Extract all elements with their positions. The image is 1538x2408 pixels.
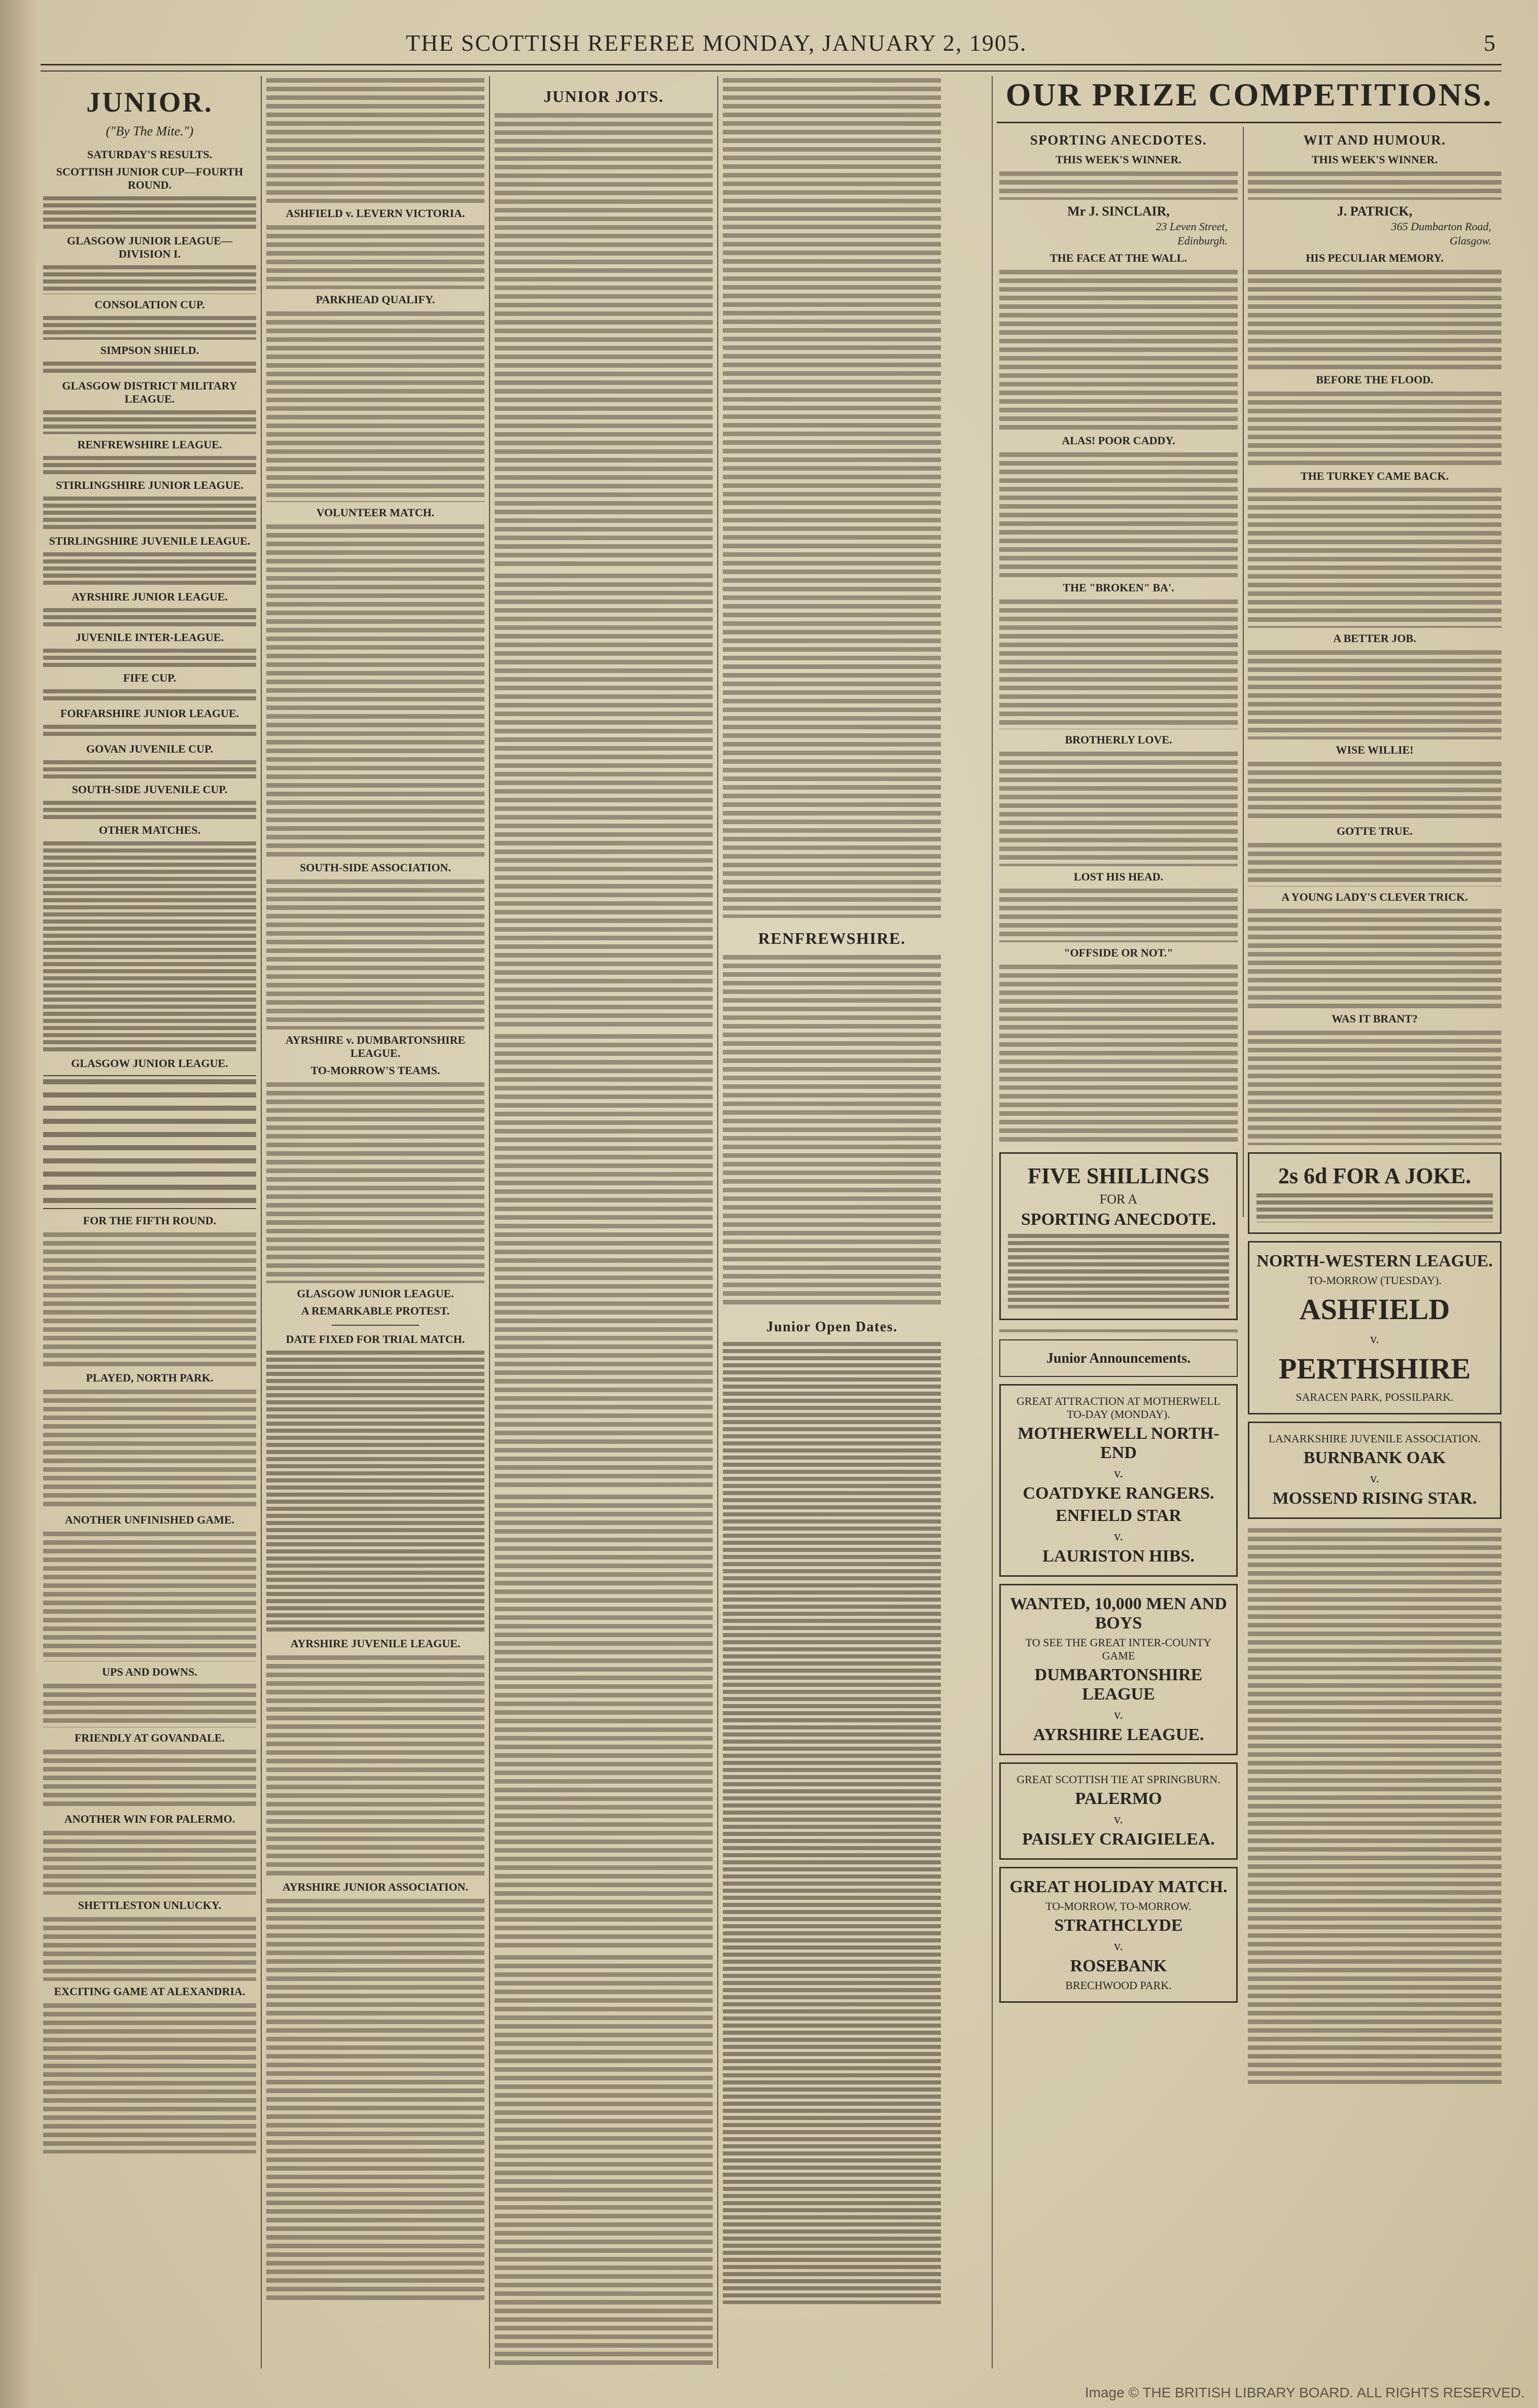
section-heading: SOUTH-SIDE ASSOCIATION.	[300, 861, 451, 874]
wit-winner-name: J. PATRICK,	[1337, 204, 1413, 219]
column-wit-and-humour	[1248, 129, 1501, 2361]
joke-title: BEFORE THE FLOOD.	[1316, 373, 1434, 386]
joke-title: WAS IT BRANT?	[1332, 1012, 1418, 1025]
sporting-winner-heading: THIS WEEK'S WINNER.	[1056, 153, 1181, 166]
story-title: BROTHERLY LOVE.	[1065, 733, 1172, 746]
section-heading: VOLUNTEER MATCH.	[316, 506, 435, 519]
section-heading: ANOTHER WIN FOR PALERMO.	[64, 1813, 235, 1825]
section-heading: CONSOLATION CUP.	[94, 298, 205, 311]
column-rule	[992, 76, 993, 2368]
joke-title: GOTTE TRUE.	[1337, 825, 1413, 837]
section-heading: SHETTLESTON UNLUCKY.	[78, 1899, 222, 1911]
page-number: 5	[1484, 30, 1496, 56]
motherwell-ad: GREAT ATTRACTION AT MOTHERWELL TO-DAY (MONDAY). MOTHERWELL NORTH-END v. COATDYKE RANGERS. ENFIELD STAR v. LAURISTON HIBS.	[999, 1384, 1238, 1577]
holiday-match-ad: GREAT HOLIDAY MATCH. TO-MORROW, TO-MORROW. STRATHCLYDE v. ROSEBANK BRECHWOOD PARK.	[999, 1867, 1238, 2003]
announcements-heading: Junior Announcements.	[1046, 1351, 1191, 1366]
story-title: LOST HIS HEAD.	[1073, 870, 1164, 883]
section-heading: OTHER MATCHES.	[98, 824, 201, 836]
sporting-heading: SPORTING ANECDOTES.	[1030, 132, 1207, 148]
section-heading: ANOTHER UNFINISHED GAME.	[64, 1513, 235, 1526]
section-heading: FOR THE FIFTH ROUND.	[83, 1214, 217, 1227]
section-heading: DATE FIXED FOR TRIAL MATCH.	[286, 1333, 465, 1345]
wit-heading: WIT AND HUMOUR.	[1303, 132, 1446, 148]
masthead	[41, 29, 1501, 60]
story-title: THE FACE AT THE WALL.	[1050, 252, 1187, 264]
section-heading: SIMPSON SHIELD.	[100, 344, 199, 357]
north-western-league-ad: NORTH-WESTERN LEAGUE. TO-MORROW (TUESDAY). ASHFIELD v. PERTHSHIRE SARACEN PARK, POSSILPARK.	[1248, 1241, 1501, 1414]
masthead-title: THE SCOTTISH REFEREE MONDAY, JANUARY 2, 1905.	[406, 30, 1027, 56]
binding-shadow	[0, 0, 36, 2408]
story-title: THE "BROKEN" BA'.	[1063, 581, 1174, 594]
column-sporting-anecdotes	[999, 129, 1238, 2361]
copyright-watermark: Image © THE BRITISH LIBRARY BOARD. ALL RIGHTS RESERVED.	[1085, 2385, 1525, 2400]
section-heading: EXCITING GAME AT ALEXANDRIA.	[54, 1985, 246, 1998]
section-heading: PARKHEAD QUALIFY.	[316, 293, 435, 306]
section-heading: PLAYED, NORTH PARK.	[86, 1371, 214, 1384]
open-dates-heading: Junior Open Dates.	[766, 1319, 898, 1335]
joke-prize-title: 2s 6d FOR A JOKE.	[1278, 1163, 1472, 1188]
column-rule	[717, 76, 718, 2368]
section-heading: AYRSHIRE v. DUMBARTONSHIRE LEAGUE.	[285, 1034, 466, 1059]
section-heading: GLASGOW DISTRICT MILITARY LEAGUE.	[62, 379, 237, 405]
column-rule	[261, 76, 262, 2368]
joke-title: WISE WILLIE!	[1336, 743, 1414, 756]
section-heading: ASHFIELD v. LEVERN VICTORIA.	[286, 207, 465, 220]
section-heading: STIRLINGSHIRE JUNIOR LEAGUE.	[56, 479, 243, 491]
dumbartonshire-ad: WANTED, 10,000 MEN AND BOYS TO SEE THE GREAT INTER-COUNTY GAME DUMBARTONSHIRE LEAGUE v. AYRSHIRE LEAGUE.	[999, 1584, 1238, 1755]
section-heading: FRIENDLY AT GOVANDALE.	[74, 1731, 225, 1744]
section-heading: GLASGOW JUNIOR LEAGUE—DIVISION I.	[67, 234, 232, 260]
sporting-winner-name: Mr J. SINCLAIR,	[1067, 204, 1170, 219]
section-heading: JUVENILE INTER-LEAGUE.	[75, 631, 224, 644]
section-heading: AYRSHIRE JUNIOR LEAGUE.	[72, 590, 228, 603]
sporting-winner-address: 23 Leven Street,	[1156, 220, 1228, 233]
league-table	[43, 1075, 256, 1209]
junior-jots-heading: JUNIOR JOTS.	[543, 87, 664, 105]
five-shillings-title: FIVE SHILLINGS	[1027, 1163, 1210, 1188]
section-heading: SOUTH-SIDE JUVENILE CUP.	[72, 783, 228, 796]
column-junior	[43, 76, 256, 2368]
springburn-ad: GREAT SCOTTISH TIE AT SPRINGBURN. PALERMO v. PAISLEY CRAIGIELEA.	[999, 1762, 1238, 1860]
section-heading: FIFE CUP.	[123, 671, 177, 684]
section-heading: UPS AND DOWNS.	[102, 1666, 197, 1678]
junior-byline: ("By The Mite.")	[106, 124, 194, 138]
masthead-rule	[41, 64, 1501, 72]
section-heading: AYRSHIRE JUVENILE LEAGUE.	[290, 1637, 461, 1650]
lanarkshire-ad: LANARKSHIRE JUVENILE ASSOCIATION. BURNBANK OAK v. MOSSEND RISING STAR.	[1248, 1422, 1501, 1519]
column-match-reports	[266, 76, 484, 2368]
prize-competitions-banner: OUR PRIZE COMPETITIONS.	[1005, 77, 1493, 113]
story-title: ALAS! POOR CADDY.	[1062, 434, 1175, 447]
section-heading: SCOTTISH JUNIOR CUP—FOURTH ROUND.	[56, 165, 243, 191]
junior-heading: JUNIOR.	[86, 87, 213, 118]
column-rule	[489, 76, 490, 2368]
wit-winner-city: Glasgow.	[1449, 234, 1491, 247]
wit-winner-address: 365 Dumbarton Road,	[1391, 220, 1491, 233]
joke-title: HIS PECULIAR MEMORY.	[1306, 252, 1444, 264]
five-shillings-box: FIVE SHILLINGS FOR A SPORTING ANECDOTE.	[999, 1152, 1238, 1320]
league-table-title: GLASGOW JUNIOR LEAGUE.	[71, 1057, 228, 1070]
section-heading: TO-MORROW'S TEAMS.	[310, 1064, 440, 1077]
joke-title: A YOUNG LADY'S CLEVER TRICK.	[1281, 891, 1468, 903]
column-rule	[1243, 127, 1244, 1217]
section-heading: STIRLINGSHIRE JUVENILE LEAGUE.	[49, 535, 251, 547]
joke-title: THE TURKEY CAME BACK.	[1300, 470, 1449, 482]
joke-prize-box	[1248, 1152, 1501, 1234]
section-heading: AYRSHIRE JUNIOR ASSOCIATION.	[282, 1881, 469, 1893]
section-heading: RENFREWSHIRE LEAGUE.	[77, 438, 222, 451]
column-junior-jots	[495, 76, 713, 2368]
section-heading: GLASGOW JUNIOR LEAGUE.	[297, 1287, 454, 1300]
section-heading: A REMARKABLE PROTEST.	[301, 1304, 450, 1317]
section-heading: SATURDAY'S RESULTS.	[87, 148, 213, 161]
wit-winner-heading: THIS WEEK'S WINNER.	[1312, 153, 1438, 166]
announcements-box	[999, 1339, 1238, 1377]
section-heading: GOVAN JUVENILE CUP.	[86, 742, 213, 755]
sporting-winner-city: Edinburgh.	[1177, 234, 1228, 247]
renfrewshire-heading: RENFREWSHIRE.	[758, 929, 906, 947]
story-title: "OFFSIDE OR NOT."	[1064, 946, 1173, 959]
section-heading: FORFARSHIRE JUNIOR LEAGUE.	[60, 707, 239, 720]
joke-title: A BETTER JOB.	[1333, 632, 1416, 645]
column-renfrewshire	[723, 76, 941, 2368]
